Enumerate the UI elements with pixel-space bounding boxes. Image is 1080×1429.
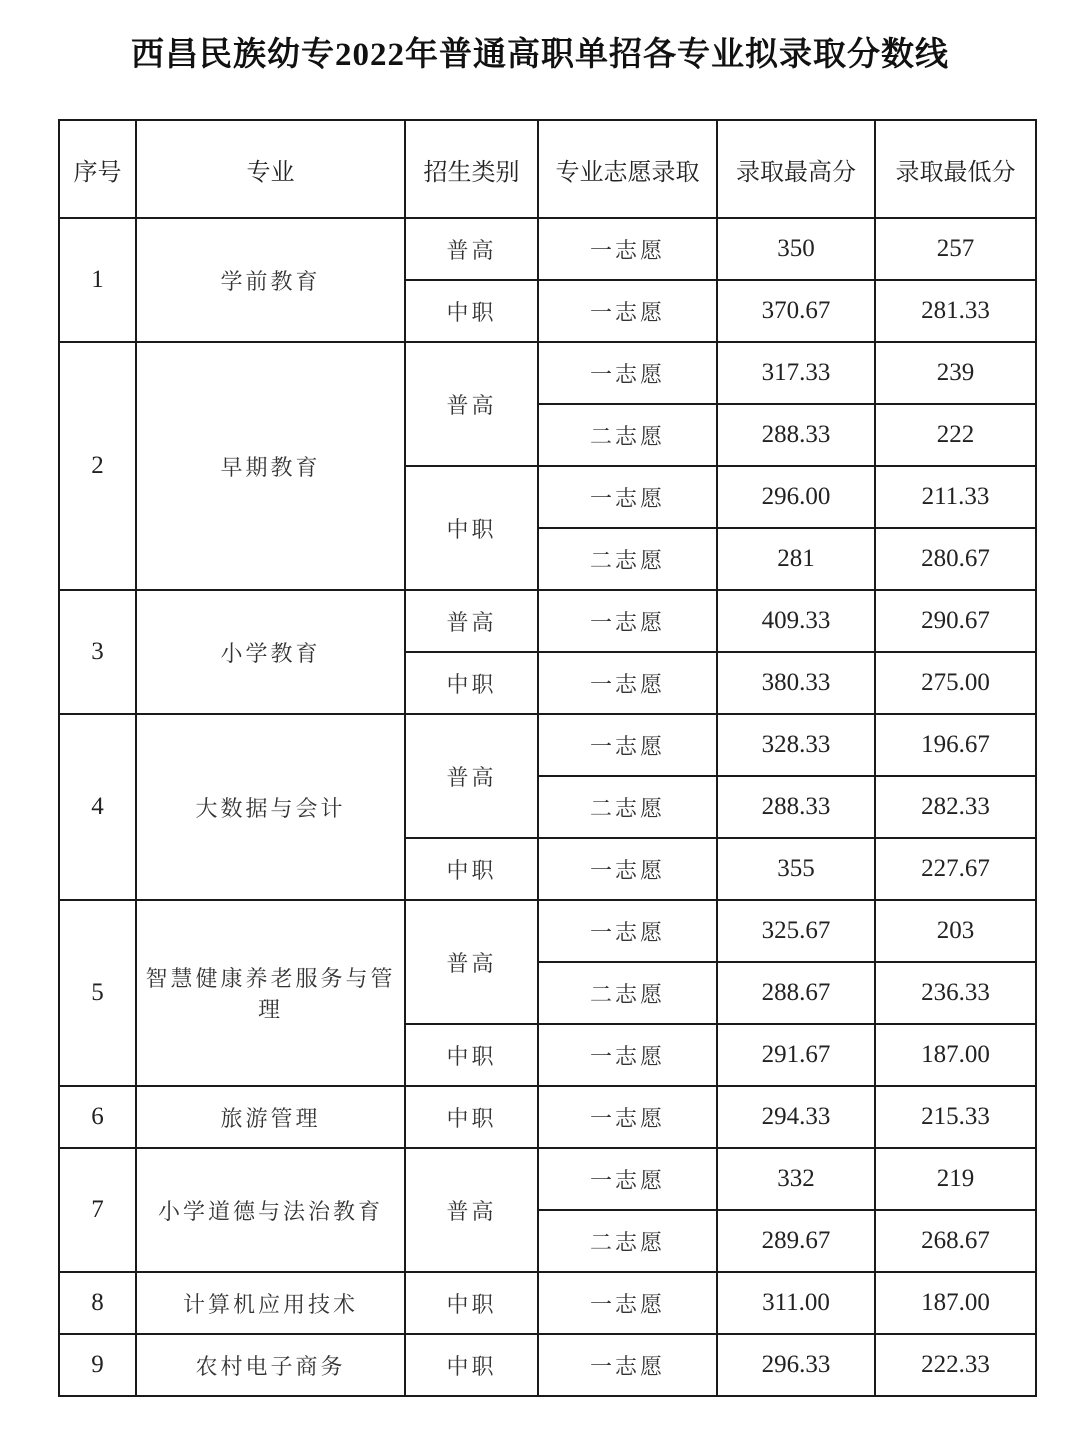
min-score-cell: 187.00 xyxy=(875,1272,1036,1334)
max-score-cell: 332 xyxy=(717,1148,875,1210)
admission-score-table xyxy=(58,119,1037,1397)
header-seq: 序号 xyxy=(59,120,136,218)
choice-cell: 一志愿 xyxy=(538,900,717,962)
max-score-cell: 350 xyxy=(717,218,875,280)
min-score-cell: 282.33 xyxy=(875,776,1036,838)
category-cell: 普高 xyxy=(405,342,538,466)
choice-cell: 一志愿 xyxy=(538,838,717,900)
min-score-cell: 280.67 xyxy=(875,528,1036,590)
table-row xyxy=(59,900,1036,962)
category-cell: 中职 xyxy=(405,280,538,342)
min-score-cell: 203 xyxy=(875,900,1036,962)
min-score-cell: 215.33 xyxy=(875,1086,1036,1148)
max-score-cell: 317.33 xyxy=(717,342,875,404)
category-cell: 中职 xyxy=(405,1272,538,1334)
max-score-cell: 355 xyxy=(717,838,875,900)
seq-cell: 5 xyxy=(59,900,136,1086)
min-score-cell: 275.00 xyxy=(875,652,1036,714)
min-score-cell: 227.67 xyxy=(875,838,1036,900)
max-score-cell: 328.33 xyxy=(717,714,875,776)
major-name-cell: 旅游管理 xyxy=(136,1086,405,1148)
major-name-cell: 早期教育 xyxy=(136,342,405,590)
category-cell: 中职 xyxy=(405,1334,538,1396)
header-max-score: 录取最高分 xyxy=(717,120,875,218)
header-min-score: 录取最低分 xyxy=(875,120,1036,218)
max-score-cell: 296.33 xyxy=(717,1334,875,1396)
category-cell: 中职 xyxy=(405,1024,538,1086)
choice-cell: 二志愿 xyxy=(538,528,717,590)
header-choice: 专业志愿录取 xyxy=(538,120,717,218)
choice-cell: 二志愿 xyxy=(538,404,717,466)
max-score-cell: 291.67 xyxy=(717,1024,875,1086)
category-cell: 中职 xyxy=(405,1086,538,1148)
seq-cell: 8 xyxy=(59,1272,136,1334)
max-score-cell: 325.67 xyxy=(717,900,875,962)
seq-cell: 9 xyxy=(59,1334,136,1396)
major-name-cell: 小学教育 xyxy=(136,590,405,714)
category-cell: 普高 xyxy=(405,714,538,838)
category-cell: 普高 xyxy=(405,1148,538,1272)
choice-cell: 一志愿 xyxy=(538,1086,717,1148)
major-name-cell: 农村电子商务 xyxy=(136,1334,405,1396)
category-cell: 普高 xyxy=(405,900,538,1024)
category-cell: 中职 xyxy=(405,466,538,590)
table-row xyxy=(59,1272,1036,1334)
min-score-cell: 187.00 xyxy=(875,1024,1036,1086)
table-row xyxy=(59,590,1036,652)
choice-cell: 一志愿 xyxy=(538,652,717,714)
table-row xyxy=(59,1086,1036,1148)
max-score-cell: 409.33 xyxy=(717,590,875,652)
category-cell: 普高 xyxy=(405,590,538,652)
choice-cell: 一志愿 xyxy=(538,342,717,404)
min-score-cell: 268.67 xyxy=(875,1210,1036,1272)
table-row xyxy=(59,1334,1036,1396)
table-body xyxy=(59,218,1036,1396)
max-score-cell: 288.33 xyxy=(717,404,875,466)
header-category: 招生类别 xyxy=(405,120,538,218)
min-score-cell: 290.67 xyxy=(875,590,1036,652)
choice-cell: 一志愿 xyxy=(538,280,717,342)
choice-cell: 二志愿 xyxy=(538,1210,717,1272)
major-name-cell: 计算机应用技术 xyxy=(136,1272,405,1334)
category-cell: 中职 xyxy=(405,652,538,714)
choice-cell: 一志愿 xyxy=(538,218,717,280)
document-title: 西昌民族幼专2022年普通高职单招各专业拟录取分数线 xyxy=(131,37,949,73)
max-score-cell: 311.00 xyxy=(717,1272,875,1334)
header-major: 专业 xyxy=(136,120,405,218)
table-row xyxy=(59,1148,1036,1210)
choice-cell: 二志愿 xyxy=(538,962,717,1024)
max-score-cell: 296.00 xyxy=(717,466,875,528)
max-score-cell: 370.67 xyxy=(717,280,875,342)
choice-cell: 一志愿 xyxy=(538,1272,717,1334)
choice-cell: 二志愿 xyxy=(538,776,717,838)
max-score-cell: 294.33 xyxy=(717,1086,875,1148)
min-score-cell: 257 xyxy=(875,218,1036,280)
min-score-cell: 196.67 xyxy=(875,714,1036,776)
min-score-cell: 222.33 xyxy=(875,1334,1036,1396)
major-name-cell: 智慧健康养老服务与管理 xyxy=(136,900,405,1086)
category-cell: 中职 xyxy=(405,838,538,900)
major-name-cell: 小学道德与法治教育 xyxy=(136,1148,405,1272)
seq-cell: 1 xyxy=(59,218,136,342)
table-row xyxy=(59,342,1036,404)
table-row xyxy=(59,218,1036,280)
choice-cell: 一志愿 xyxy=(538,1024,717,1086)
max-score-cell: 289.67 xyxy=(717,1210,875,1272)
seq-cell: 3 xyxy=(59,590,136,714)
min-score-cell: 211.33 xyxy=(875,466,1036,528)
table-row xyxy=(59,714,1036,776)
header-row xyxy=(59,120,1036,218)
min-score-cell: 239 xyxy=(875,342,1036,404)
min-score-cell: 236.33 xyxy=(875,962,1036,1024)
seq-cell: 2 xyxy=(59,342,136,590)
max-score-cell: 288.33 xyxy=(717,776,875,838)
max-score-cell: 288.67 xyxy=(717,962,875,1024)
major-name-cell: 学前教育 xyxy=(136,218,405,342)
choice-cell: 一志愿 xyxy=(538,714,717,776)
choice-cell: 一志愿 xyxy=(538,1148,717,1210)
seq-cell: 7 xyxy=(59,1148,136,1272)
max-score-cell: 380.33 xyxy=(717,652,875,714)
choice-cell: 一志愿 xyxy=(538,466,717,528)
major-name-cell: 大数据与会计 xyxy=(136,714,405,900)
choice-cell: 一志愿 xyxy=(538,590,717,652)
min-score-cell: 281.33 xyxy=(875,280,1036,342)
max-score-cell: 281 xyxy=(717,528,875,590)
min-score-cell: 222 xyxy=(875,404,1036,466)
seq-cell: 4 xyxy=(59,714,136,900)
seq-cell: 6 xyxy=(59,1086,136,1148)
min-score-cell: 219 xyxy=(875,1148,1036,1210)
category-cell: 普高 xyxy=(405,218,538,280)
choice-cell: 一志愿 xyxy=(538,1334,717,1396)
